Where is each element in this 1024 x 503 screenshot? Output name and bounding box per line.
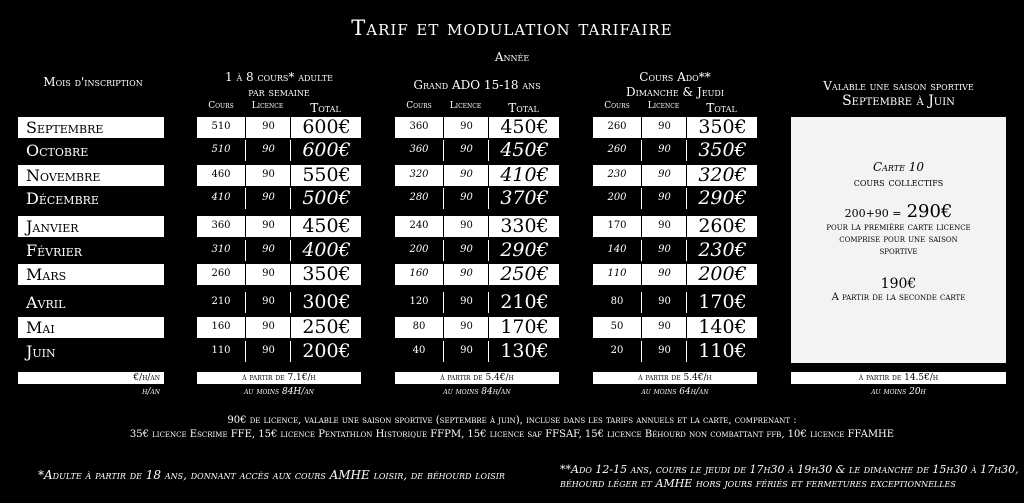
card-desc-1: pour la première carte licence comprise pour une saison sportive [826, 222, 971, 257]
price-cell: 290€ [686, 188, 758, 209]
table-row [197, 317, 361, 338]
month-label: Avril [26, 293, 66, 312]
price-cell: 600€ [290, 117, 362, 138]
card-price-1: 290€ [906, 201, 953, 222]
months-foot-note: h/an [142, 387, 160, 397]
card-desc-2: A partir de la seconde carte [831, 292, 966, 303]
price-cell: 360 [409, 121, 429, 132]
table-row [197, 240, 361, 261]
group-foot-box: à partir de 5.4€/h [593, 372, 757, 384]
table-row [395, 188, 559, 209]
price-cell: 90 [641, 240, 687, 261]
price-cell: 160 [409, 268, 429, 279]
price-cell: 170 [607, 220, 627, 231]
column-header: Cours [208, 101, 234, 111]
price-cell: 90 [245, 264, 291, 285]
price-cell: 110€ [686, 341, 758, 362]
price-cell: 330€ [488, 216, 560, 237]
price-cell: 170€ [488, 317, 560, 338]
month-label: Novembre [18, 165, 164, 186]
month-label: Septembre [18, 117, 164, 138]
column-header: Total [310, 101, 341, 115]
price-cell: 90 [245, 292, 291, 313]
card-foot-note: au moins 20h [871, 387, 926, 397]
group-foot-box: à partir de 7.1€/h [197, 372, 361, 384]
price-cell: 50 [610, 321, 624, 332]
column-header: Licence [449, 101, 482, 111]
months-foot-box: €/h/an [18, 372, 164, 384]
price-cell: 80 [610, 296, 624, 307]
price-cell: 130€ [488, 341, 560, 362]
price-cell: 260 [607, 121, 627, 132]
price-cell: 350€ [686, 117, 758, 138]
price-cell: 250€ [488, 264, 560, 285]
price-cell: 90 [443, 341, 489, 362]
price-cell: 350€ [290, 264, 362, 285]
table-row [197, 341, 361, 362]
price-cell: 90 [245, 240, 291, 261]
price-cell: 90 [443, 188, 489, 209]
price-cell: 90 [443, 165, 489, 186]
price-cell: 200 [607, 192, 627, 203]
price-cell: 290€ [488, 240, 560, 261]
price-cell: 110 [607, 268, 627, 279]
group-header: Grand ADO 15-18 ans [413, 78, 541, 92]
price-cell: 90 [245, 140, 291, 161]
table-row [197, 216, 361, 237]
table-row [197, 264, 361, 285]
price-cell: 210 [211, 296, 231, 307]
table-row [395, 317, 559, 338]
price-cell: 260€ [686, 216, 758, 237]
price-cell: 360 [211, 220, 231, 231]
price-cell: 550€ [290, 165, 362, 186]
price-cell: 230€ [686, 240, 758, 261]
price-cell: 460 [211, 169, 231, 180]
table-row [593, 188, 757, 209]
card-panel [791, 117, 1006, 363]
price-cell: 90 [641, 165, 687, 186]
price-cell: 410 [211, 192, 231, 203]
table-row [197, 292, 361, 313]
price-cell: 510 [211, 144, 231, 155]
price-cell: 120 [409, 296, 429, 307]
price-cell: 280 [409, 192, 429, 203]
price-cell: 90 [245, 188, 291, 209]
column-header: Cours [604, 101, 630, 111]
card-title-2: cours collectifs [853, 175, 944, 189]
price-cell: 200€ [686, 264, 758, 285]
table-row [593, 240, 757, 261]
price-cell: 140 [607, 244, 627, 255]
price-cell: 90 [443, 216, 489, 237]
price-cell: 320 [409, 169, 429, 180]
price-cell: 200 [409, 244, 429, 255]
month-label: Mars [18, 264, 164, 285]
price-cell: 500€ [290, 188, 362, 209]
group-foot-note: au moins 84H/an [244, 387, 314, 397]
table-row [395, 292, 559, 313]
price-cell: 260 [211, 268, 231, 279]
price-cell: 350€ [686, 140, 758, 161]
column-header: Total [706, 101, 737, 115]
month-label: Juin [26, 342, 56, 361]
price-cell: 260 [607, 144, 627, 155]
page-title: Tarif et modulation tarifaire [351, 16, 673, 40]
table-row [395, 240, 559, 261]
month-label: Mai [18, 317, 164, 338]
month-label: Décembre [26, 189, 99, 208]
price-cell: 90 [641, 317, 687, 338]
price-cell: 90 [245, 165, 291, 186]
card-header-1: Valable une saison sportive [823, 79, 974, 93]
price-cell: 90 [443, 140, 489, 161]
group-header: 1 à 8 cours* adulte par semaine [225, 70, 333, 99]
price-cell: 510 [211, 121, 231, 132]
price-cell: 90 [443, 264, 489, 285]
group-foot-note: au moins 84h/an [443, 387, 511, 397]
year-label: Année [494, 50, 530, 64]
table-row [197, 165, 361, 186]
price-cell: 90 [245, 216, 291, 237]
table-row [395, 264, 559, 285]
footnote-ado-1: **Ado 12-15 ans, cours le jeudi de 17h30 à 19h30 & le dimanche de 15h30 à 17h30, [560, 463, 1019, 476]
table-row [593, 216, 757, 237]
price-cell: 450€ [488, 117, 560, 138]
price-cell: 230 [607, 169, 627, 180]
price-cell: 90 [245, 117, 291, 138]
group-header: Cours Ado** Dimanche & Jeudi [626, 70, 724, 99]
license-notes-line-1: 90€ de licence, valable une saison sportive (septembre à juin), incluse dans les tarifs annuels et la carte, comprenant : [227, 415, 797, 426]
card-title-1: Carte 10 [872, 160, 925, 174]
card-calc: 200+90 = [844, 207, 902, 220]
price-cell: 240 [409, 220, 429, 231]
price-cell: 90 [641, 140, 687, 161]
price-cell: 250€ [290, 317, 362, 338]
table-row [593, 317, 757, 338]
table-row [197, 117, 361, 138]
price-cell: 90 [245, 317, 291, 338]
price-cell: 200€ [290, 341, 362, 362]
months-column-header: Mois d'inscription [43, 75, 143, 89]
table-row [593, 165, 757, 186]
footnote-adult: *Adulte à partir de 18 ans, donnant accès aux cours AMHE loisir, de béhourd loisir [38, 468, 505, 482]
price-cell: 90 [641, 341, 687, 362]
price-cell: 360 [409, 144, 429, 155]
column-header: Licence [251, 101, 284, 111]
price-cell: 450€ [488, 140, 560, 161]
table-row [395, 165, 559, 186]
table-row [395, 117, 559, 138]
price-cell: 400€ [290, 240, 362, 261]
price-cell: 20 [610, 345, 624, 356]
table-row [593, 341, 757, 362]
table-row [197, 188, 361, 209]
table-row [593, 140, 757, 161]
table-row [395, 140, 559, 161]
card-foot-box: à partir de 14.5€/h [791, 372, 1006, 384]
table-row [593, 117, 757, 138]
price-cell: 40 [412, 345, 426, 356]
table-row [395, 341, 559, 362]
group-foot-note: au moins 64h/an [641, 387, 709, 397]
month-label: Octobre [26, 141, 89, 160]
table-row [197, 140, 361, 161]
table-row [593, 292, 757, 313]
price-cell: 90 [641, 188, 687, 209]
price-cell: 90 [641, 216, 687, 237]
price-cell: 600€ [290, 140, 362, 161]
table-row [593, 264, 757, 285]
group-foot-box: à partir de 5.4€/h [395, 372, 559, 384]
column-header: Licence [647, 101, 680, 111]
price-cell: 110 [211, 345, 231, 356]
price-cell: 210€ [488, 292, 560, 313]
price-cell: 450€ [290, 216, 362, 237]
price-cell: 320€ [686, 165, 758, 186]
price-cell: 90 [443, 240, 489, 261]
month-label: Février [26, 241, 83, 260]
table-row [395, 216, 559, 237]
price-cell: 370€ [488, 188, 560, 209]
card-header-2: Septembre à Juin [842, 93, 955, 109]
footnote-ado-2: béhourd léger et AMHE hors jours fériés et fermetures exceptionnelles [560, 477, 956, 490]
card-price-2: 190€ [880, 276, 917, 292]
price-cell: 300€ [290, 292, 362, 313]
price-cell: 140€ [686, 317, 758, 338]
column-header: Cours [406, 101, 432, 111]
price-cell: 90 [641, 117, 687, 138]
price-cell: 80 [412, 321, 426, 332]
month-label: Janvier [18, 216, 164, 237]
price-cell: 90 [443, 292, 489, 313]
price-cell: 310 [211, 244, 231, 255]
price-cell: 160 [211, 321, 231, 332]
price-cell: 90 [641, 264, 687, 285]
price-cell: 90 [641, 292, 687, 313]
price-cell: 170€ [686, 292, 758, 313]
price-cell: 90 [443, 117, 489, 138]
column-header: Total [508, 101, 539, 115]
price-cell: 90 [245, 341, 291, 362]
price-cell: 90 [443, 317, 489, 338]
license-notes-line-2: 35€ licence Escrime FFE, 15€ licence Pentathlon Historique FFPM, 15€ licence saf FFSAF, 15€ licence Béhourd non combattant ffb, 10€ licence FFAMHE [129, 429, 895, 440]
price-cell: 410€ [488, 165, 560, 186]
